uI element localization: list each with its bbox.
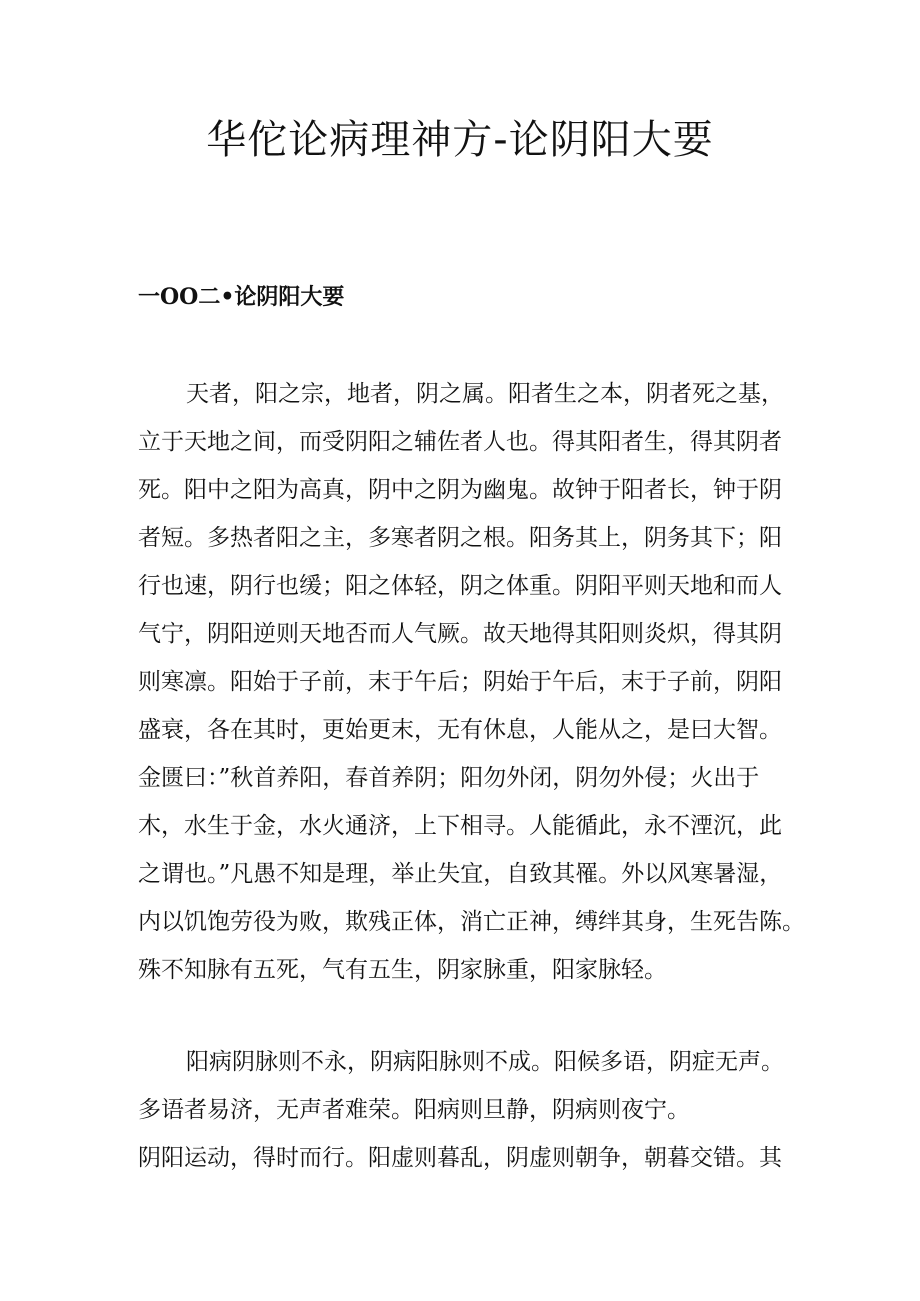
paragraph-line: 死。阳中之阳为高真，阴中之阴为幽鬼。故钟于阳者长，钟于阴 [138,477,782,503]
paragraph-line: 多语者易济，无声者难荣。阳病则旦静，阴病则夜宁。 [138,1097,690,1123]
paragraph-2 [138,1038,798,1134]
paragraph-line: 则寒凛。阳始于子前，末于午后；阴始于午后，末于子前，阴阳 [138,669,782,695]
paragraph-line: 者短。多热者阳之主，多寒者阴之根。阳务其上，阴务其下；阳 [138,525,782,551]
paragraph-line: 内以饥饱劳役为败，欺残正体，消亡正神，缚绊其身，生死告陈。 [138,909,805,935]
paragraph-line: 木，水生于金，水火通济，上下相寻。人能循此，永不湮沉，此 [138,813,782,839]
paragraph-line: 立于天地之间，而受阴阳之辅佐者人也。得其阳者生，得其阴者 [138,429,782,455]
paragraph-line: 气宁，阴阳逆则天地否而人气厥。故天地得其阳则炎炽，得其阴 [138,621,782,647]
paragraph-line: 殊不知脉有五死，气有五生，阴家脉重，阳家脉轻。 [138,957,667,983]
paragraph-3 [138,1134,798,1182]
paragraph-line: 金匮曰：”秋首养阳，春首养阴；阳勿外闭，阴勿外侵；火出于 [138,765,760,791]
paragraph-line: 阳病阴脉则不永，阴病阳脉则不成。阳候多语，阴症无声。 [186,1049,784,1075]
paragraph-line: 之谓也。”凡愚不知是理，举止失宜，自致其罹。外以风寒暑湿， [138,861,783,887]
section-heading: 一OO二•论阴阳大要 [138,284,345,310]
paragraph-line: 行也速，阴行也缓；阳之体轻，阴之体重。阴阳平则天地和而人 [138,573,782,599]
paragraph-line: 阴阳运动，得时而行。阳虚则暮乱，阴虚则朝争，朝暮交错。其 [138,1145,782,1171]
paragraph-line: 盛衰，各在其时，更始更末，无有休息，人能从之，是曰大智。 [138,717,782,743]
document-title: 华佗论病理神方-论阴阳大要 [206,117,714,163]
paragraph-1 [138,370,805,994]
paragraph-line: 天者，阳之宗，地者，阴之属。阳者生之本，阴者死之基， [186,381,784,407]
